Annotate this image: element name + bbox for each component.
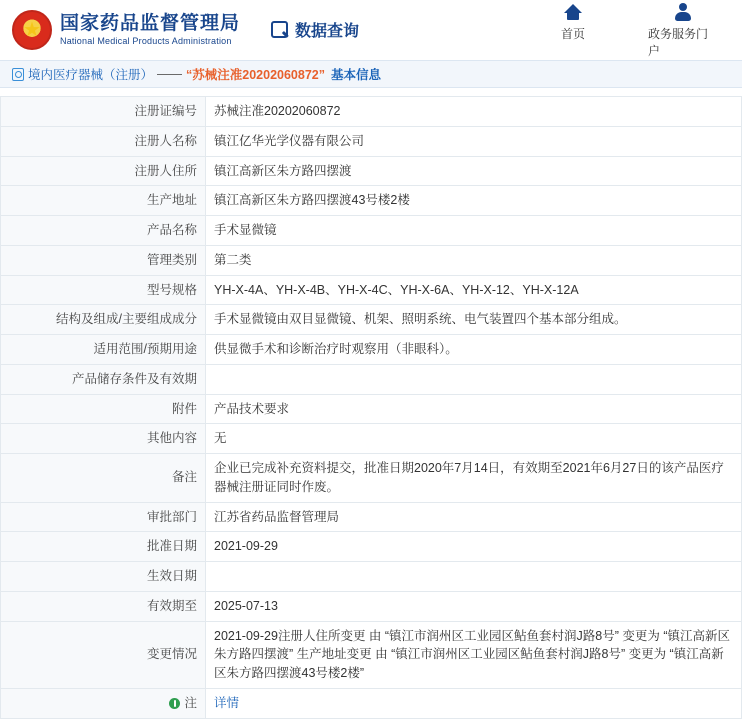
- brand-title-en: National Medical Products Administration: [60, 36, 232, 47]
- row-value: 镇江高新区朱方路四摆渡: [206, 156, 742, 186]
- row-value: [206, 562, 742, 592]
- row-key: 注册人名称: [1, 126, 206, 156]
- note-row-key-label: 注: [184, 695, 197, 710]
- row-value: 镇江亿华光学仪器有限公司: [206, 126, 742, 156]
- table-row: [1, 97, 742, 127]
- table-row: [1, 394, 742, 424]
- row-value: 手术显微镜: [206, 216, 742, 246]
- row-value: YH-X-4A、YH-X-4B、YH-X-4C、YH-X-6A、YH-X-12、YH-X-12A: [206, 275, 742, 305]
- row-key: 产品储存条件及有效期: [1, 364, 206, 394]
- row-key: 注册人住所: [1, 156, 206, 186]
- home-icon: [564, 1, 583, 23]
- row-key: 附件: [1, 394, 206, 424]
- info-dot-icon: [169, 698, 180, 709]
- table-row: [1, 424, 742, 454]
- breadcrumb-title: “苏械注准20202060872”: [186, 68, 325, 82]
- site-header: [0, 0, 742, 60]
- breadcrumb-link[interactable]: 境内医疗器械（注册）: [28, 68, 154, 82]
- brand-block: [60, 13, 240, 47]
- table-row: [1, 502, 742, 532]
- table-row: [1, 562, 742, 592]
- nav-item-service-portal-label: 政务服务门户: [648, 26, 709, 58]
- row-key: 适用范围/预期用途: [1, 335, 206, 365]
- user-icon: [674, 1, 692, 23]
- table-row: [1, 216, 742, 246]
- row-value: 苏械注准20202060872: [206, 97, 742, 127]
- search-icon: [270, 20, 290, 40]
- row-value: [206, 364, 742, 394]
- row-key: 结构及组成/主要组成成分: [1, 305, 206, 335]
- row-key: 审批部门: [1, 502, 206, 532]
- table-row: [1, 335, 742, 365]
- row-value: 企业已完成补充资料提交，批准日期2020年7月14日，有效期至2021年6月27日的该产品医疗器械注册证同时作废。: [206, 454, 742, 503]
- row-key: 备注: [1, 454, 206, 503]
- row-value: 产品技术要求: [206, 394, 742, 424]
- table-row: [1, 621, 742, 688]
- row-value: 无: [206, 424, 742, 454]
- row-key: 产品名称: [1, 216, 206, 246]
- data-query-button[interactable]: [270, 18, 359, 41]
- table-row: [1, 364, 742, 394]
- table-row: [1, 454, 742, 503]
- row-value: 手术显微镜由双目显微镜、机架、照明系统、电气装置四个基本部分组成。: [206, 305, 742, 335]
- row-key: 其他内容: [1, 424, 206, 454]
- row-value: 2021-09-29注册人住所变更 由 “镇江市润州区工业园区鲇鱼套村润J路8号” 变更为 “镇江高新区朱方路四摆渡” 生产地址变更 由 “镇江市润州区工业园区鲇鱼套村润J路8号” 变更为 “镇江高新区朱方路四摆渡43号楼2楼”: [206, 621, 742, 688]
- row-value: 镇江高新区朱方路四摆渡43号楼2楼: [206, 186, 742, 216]
- table-row: [1, 186, 742, 216]
- row-value: 第二类: [206, 245, 742, 275]
- registration-info-table: [0, 96, 742, 719]
- info-table-wrap: [0, 88, 742, 719]
- note-row-key: [1, 688, 206, 718]
- row-value: 江苏省药品监督管理局: [206, 502, 742, 532]
- table-row: [1, 532, 742, 562]
- row-key: 批准日期: [1, 532, 206, 562]
- record-icon: [12, 68, 24, 81]
- table-row: [1, 245, 742, 275]
- row-key: 注册证编号: [1, 97, 206, 127]
- row-value: 2025-07-13: [206, 591, 742, 621]
- table-row: [1, 591, 742, 621]
- national-emblem-icon: [12, 10, 52, 50]
- row-key: 型号规格: [1, 275, 206, 305]
- row-key: 生效日期: [1, 562, 206, 592]
- table-row: [1, 156, 742, 186]
- note-row-value: [206, 688, 742, 718]
- row-value: 供显微手术和诊断治疗时观察用（非眼科）。: [206, 335, 742, 365]
- header-nav: [538, 1, 724, 59]
- detail-link[interactable]: 详情: [214, 695, 240, 710]
- nav-item-service-portal[interactable]: [648, 1, 718, 59]
- row-value: 2021-09-29: [206, 532, 742, 562]
- breadcrumb-tail: 基本信息: [331, 68, 382, 82]
- nav-item-home-label: 首页: [560, 26, 585, 41]
- brand-title-cn: 国家药品监督管理局: [60, 12, 241, 34]
- row-key: 生产地址: [1, 186, 206, 216]
- table-row-note: [1, 688, 742, 718]
- breadcrumb-separator: ——: [157, 67, 183, 81]
- row-key: 管理类别: [1, 245, 206, 275]
- nav-item-home[interactable]: [538, 1, 608, 42]
- row-key: 变更情况: [1, 621, 206, 688]
- table-row: [1, 305, 742, 335]
- table-row: [1, 126, 742, 156]
- table-row: [1, 275, 742, 305]
- row-key: 有效期至: [1, 591, 206, 621]
- data-query-label: 数据查询: [295, 23, 360, 40]
- breadcrumb: [0, 60, 742, 88]
